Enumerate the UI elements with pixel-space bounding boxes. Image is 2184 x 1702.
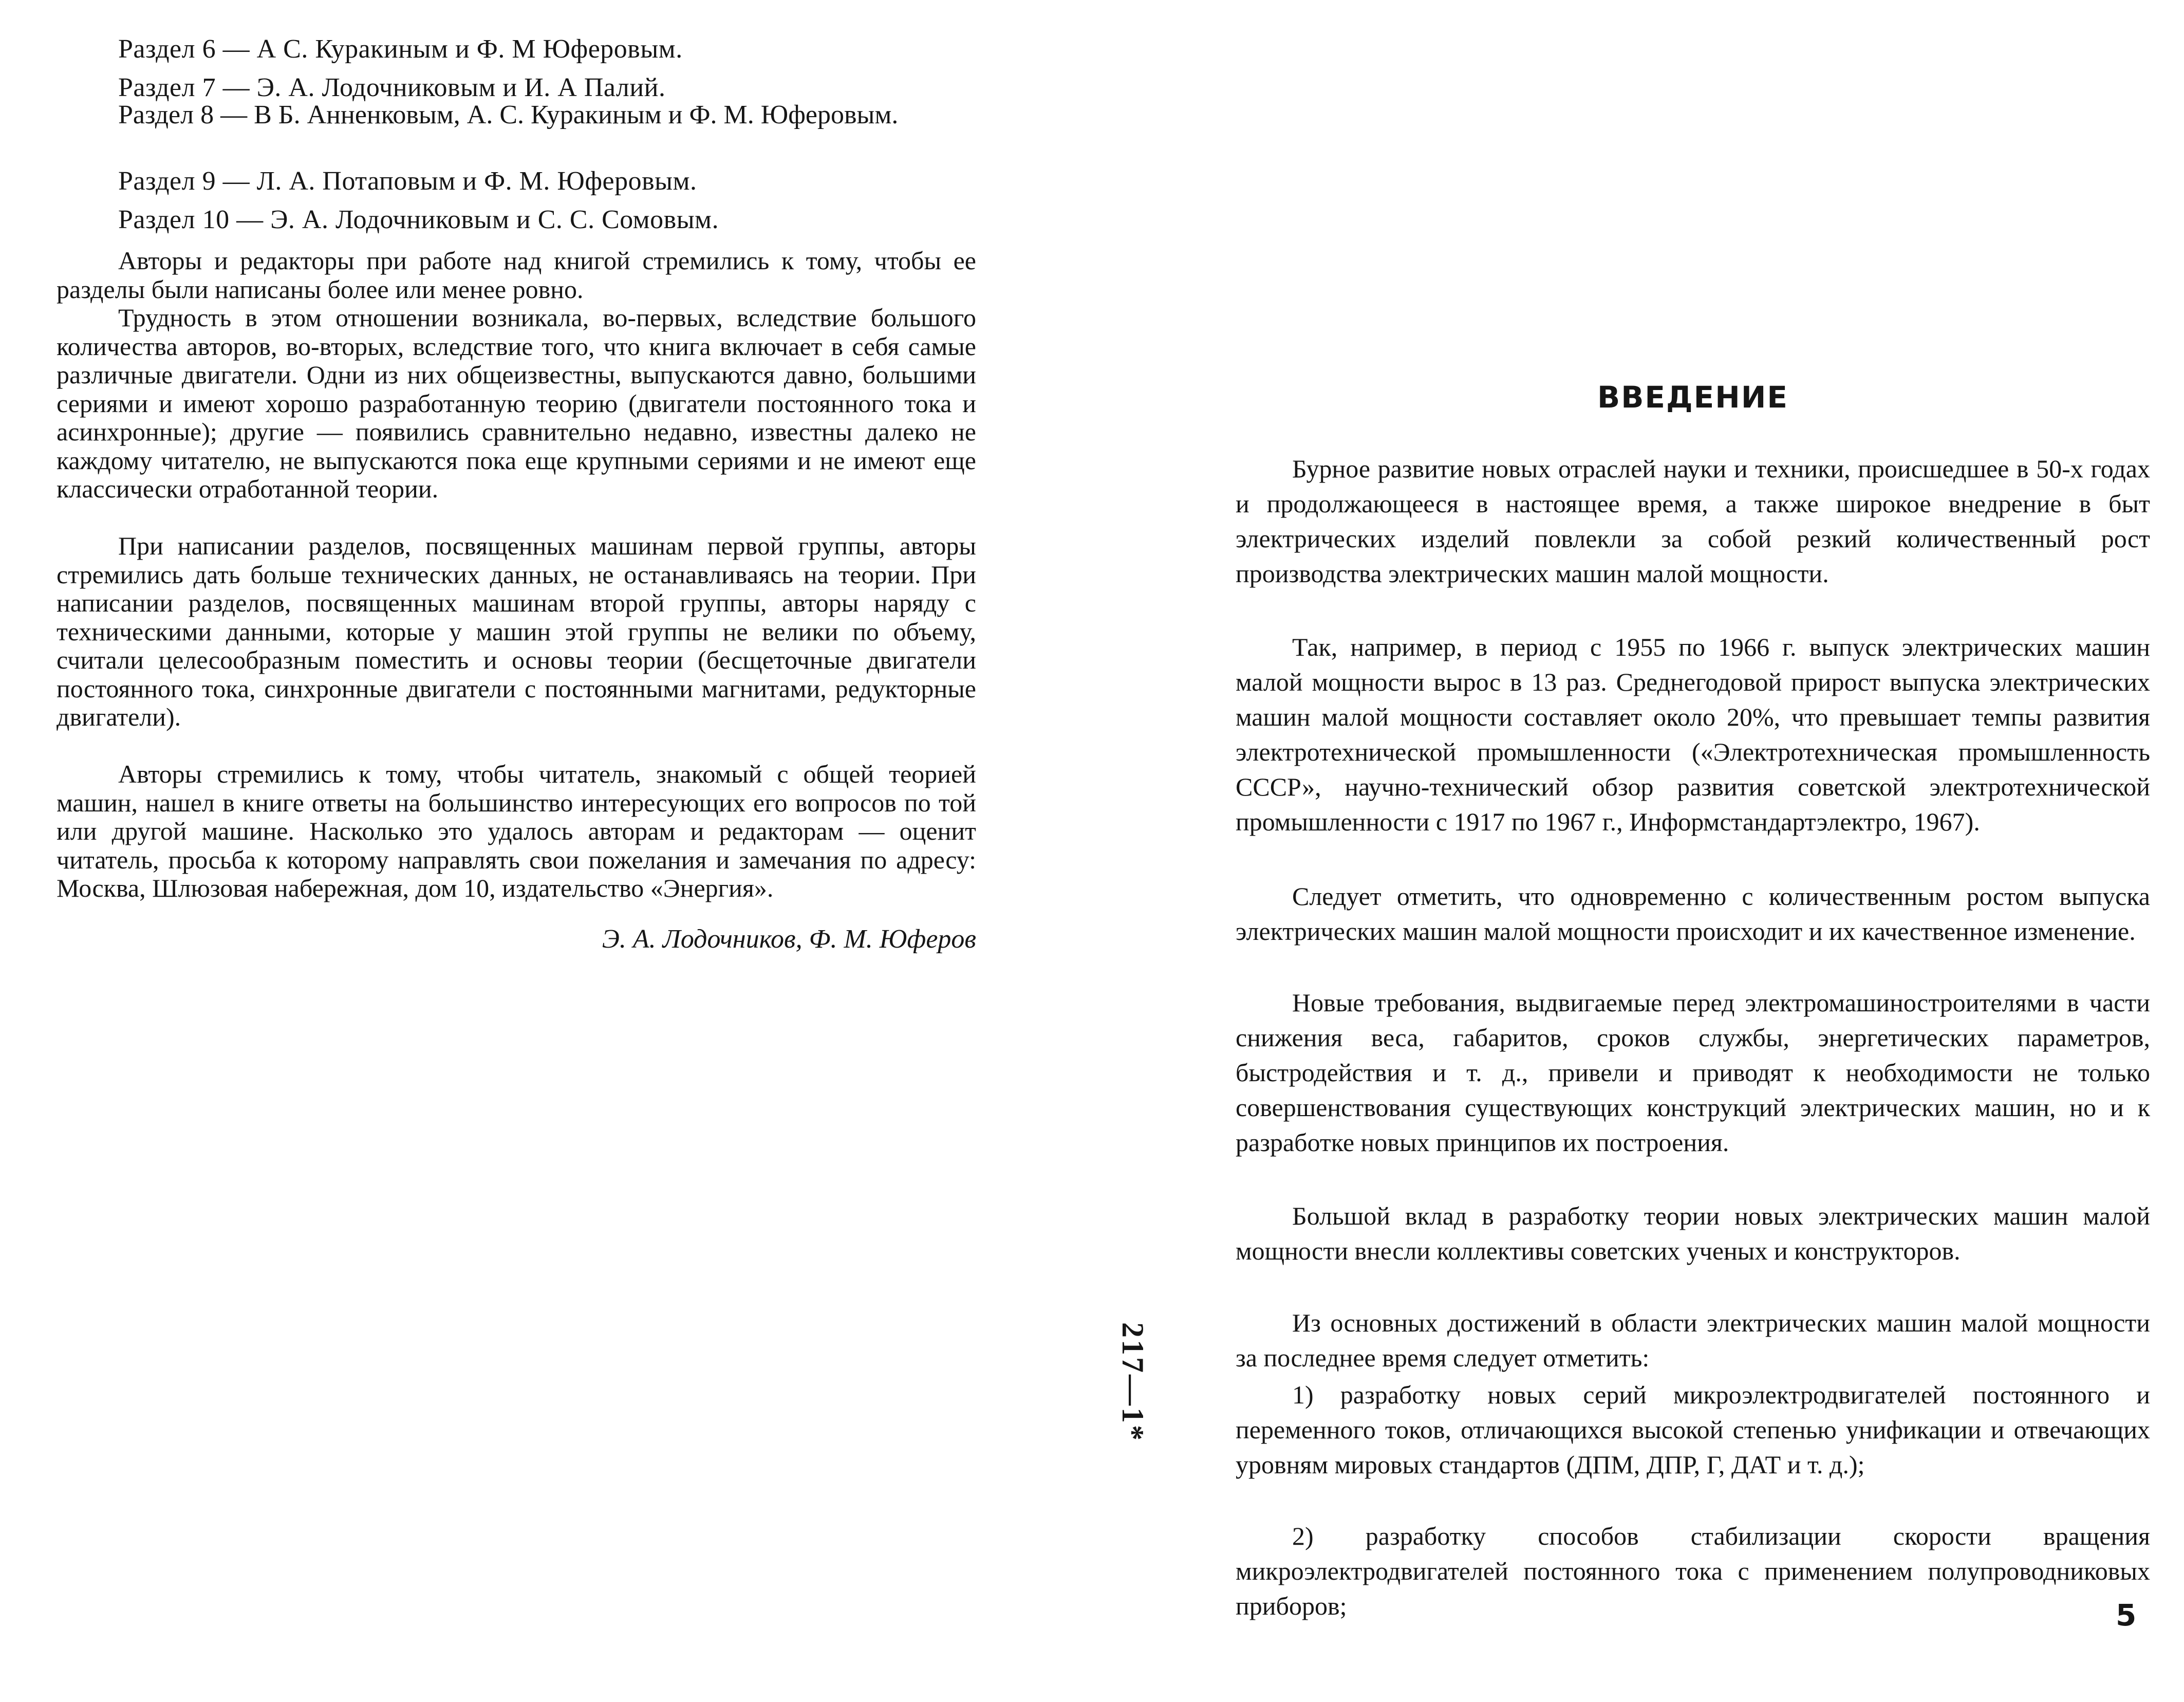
list-item: 1) разработку новых серий микроэлектродвигателей постоянного и переменного токов, отличающихся высокой степенью унификации и отвечающих уровням мировых стандартов (ДПМ, ДПР, Г, ДАТ и т. д.); bbox=[1236, 1380, 2150, 1479]
page-number: 5 bbox=[2116, 1598, 2137, 1633]
intro-paragraph: Следует отметить, что одновременно с количественным ростом выпуска электрических машин малой мощности происходит и их качественное изменение. bbox=[1236, 882, 2150, 946]
authors-signature: Э. А. Лодочников, Ф. М. Юферов bbox=[602, 924, 976, 954]
preface-paragraph: Авторы стремились к тому, чтобы читатель, знакомый с общей теорией машин, нашел в книге ответы на большинство интересующих его вопросов по той или другой машине. Насколько это удалось авторам и редакторам — оценит читатель, просьба к которому направлять свои пожелания и замечания по адресу: Москва, Шлюзовая набережная, дом 10, издательство «Энергия». bbox=[57, 760, 976, 902]
intro-paragraph: Новые требования, выдвигаемые перед электромашиностроителями в части снижения веса, габаритов, сроков службы, энергетических параметров, быстродействия и т. д., привели и приводят к необходимости не только совершенствования существующих конструкций электрических машин, но и к разработке новых принципов их построения. bbox=[1236, 988, 2150, 1157]
credit-line: Раздел 8 — В Б. Анненковым, А. С. Куракиным и Ф. М. Юферовым. bbox=[118, 100, 899, 130]
right-page bbox=[1236, 0, 2150, 1702]
intro-paragraph: Большой вклад в разработку теории новых электрических машин малой мощности внесли коллективы советских ученых и конструкторов. bbox=[1236, 1201, 2150, 1265]
preface-paragraph: При написании разделов, посвященных машинам первой группы, авторы стремились дать больше технических данных, не останавливаясь на теории. При написании разделов, посвященных машинам второй группы, авторы наряду с техническими данными, которые у машин этой группы не велики по объему, считали целесообразным поместить и основы теории (бесщеточные двигатели постоянного тока, синхронные двигатели с постоянными магнитами, редукторные двигатели). bbox=[57, 531, 976, 731]
credit-line: Раздел 10 — Э. А. Лодочниковым и С. С. Сомовым. bbox=[118, 205, 719, 234]
list-item: 2) разработку способов стабилизации скорости вращения микроэлектродвигателей постоянного тока с применением полупроводниковых приборов; bbox=[1236, 1522, 2150, 1620]
left-page bbox=[57, 0, 976, 1702]
credit-line: Раздел 6 — А С. Куракиным и Ф. М Юферовым. bbox=[118, 34, 683, 64]
preface-paragraph: Трудность в этом отношении возникала, во-первых, вследствие большого количества авторов, во-вторых, вследствие того, что книга включает в себя самые различные двигатели. Одни из них общеизвестны, выпускаются давно, большими сериями и имеют хорошо разработанную теорию (двигатели постоянного тока и асинхронные); другие — появились сравнительно недавно, известны далеко не каждому читателю, не выпускаются пока еще крупными сериями и не имеют еще классически отработанной теории. bbox=[57, 303, 976, 503]
credit-line: Раздел 9 — Л. А. Потаповым и Ф. М. Юферовым. bbox=[118, 166, 697, 196]
intro-paragraph: Из основных достижений в области электрических машин малой мощности за последнее время следует отметить: bbox=[1236, 1308, 2150, 1372]
intro-paragraph: Так, например, в период с 1955 по 1966 г. выпуск электрических машин малой мощности вырос в 13 раз. Среднегодовой прирост выпуска электрических машин малой мощности составляет около 20%, что превышает темпы развития электротехнической промышленности («Электротехническая промышленность СССР», научно-технический обзор развития советской электротехнической промышленности с 1917 по 1967 г., Информстандартэлектро, 1967). bbox=[1236, 633, 2150, 836]
intro-paragraph: Бурное развитие новых отраслей науки и техники, происшедшее в 50-х годах и продолжающееся в настоящее время, а также широкое внедрение в быт электрических изделий повлекли за собой резкий количественный рост производства электрических машин малой мощности. bbox=[1236, 454, 2150, 588]
credit-line: Раздел 7 — Э. А. Лодочниковым и И. А Палий. bbox=[118, 73, 666, 102]
chapter-heading: ВВЕДЕНИЕ bbox=[1597, 380, 1788, 415]
printers-signature-mark: 217—1* bbox=[1116, 1322, 1150, 1442]
preface-paragraph: Авторы и редакторы при работе над книгой стремились к тому, чтобы ее разделы были написаны более или менее ровно. bbox=[57, 246, 976, 304]
